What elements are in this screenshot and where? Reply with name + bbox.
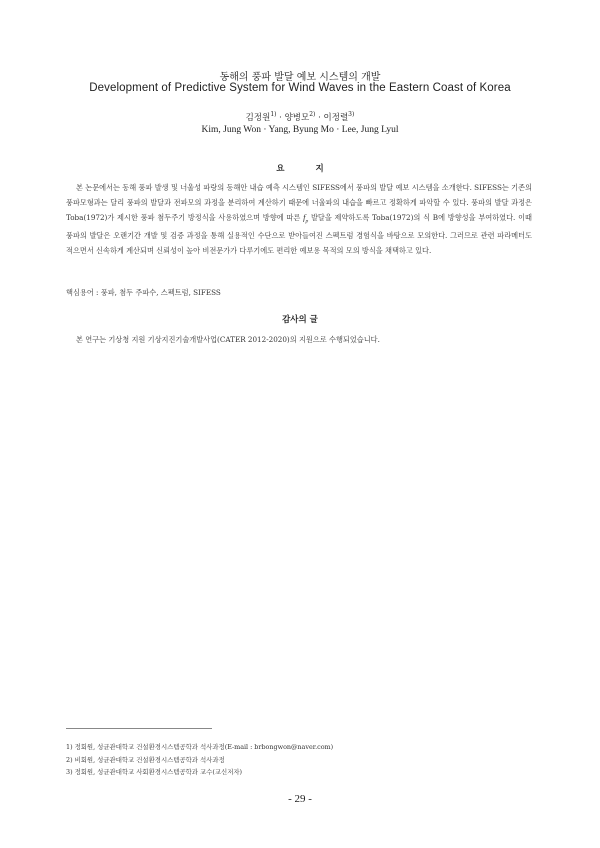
abstract-text-part1: 본 논문에서는 동해 풍파 발생 및 너울성 파랑의 동해안 내습 예측 시스템인 SIFESS에서 풍파의 발달 예보 시스템을 소개한다. SIFESS는 기존의 풍파모형과는 달리 풍파의 발달과 전파모의 과정을 분리하여 계산하기 때문에 너울파의 내습을 빠르고 정확하게 파악할 수 있다. 풍파의 발달 과정은 Toba(1972)가 제시한 풍파 첨두주기 방정식을 사용하였으며 방향에 따른 <box>66 183 532 223</box>
peak-frequency-letter: f <box>303 212 306 223</box>
acknowledgement-text: 본 연구는 기상청 지원 기상지진기술개발사업(CATER 2012-2020)의 지원으로 수행되었습니다. <box>76 335 380 344</box>
author-name: 양병모 <box>284 113 310 123</box>
footnote: 3) 정회원, 성균관대학교 사회환경시스템공학과 교수(교신저자) <box>66 768 243 776</box>
keywords: 핵심용어 : 풍파, 첨두 주파수, 스펙트럼, SIFESS <box>66 288 221 297</box>
abstract-body <box>66 181 532 259</box>
author-footnote-mark: 1) <box>270 111 277 119</box>
author-separator: · <box>315 113 324 123</box>
authors-korean <box>0 111 600 123</box>
footnotes <box>66 741 532 779</box>
author-footnote-mark: 3) <box>348 111 355 119</box>
author-footnote-mark: 2) <box>309 111 316 119</box>
footnote-divider <box>66 728 212 729</box>
footnote: 2) 비회원, 성균관대학교 건설환경시스템공학과 석사과정 <box>66 755 225 764</box>
acknowledgement-heading: 감사의 글 <box>282 315 318 325</box>
abstract-text-part2: 발달을 제약하도록 Toba(1972)의 식 B에 방향성을 부여하였다. 이때 풍파의 발달은 오랜기간 개발 및 검증 과정을 통해 실용적인 수단으로 받아들여진 스펙트럼 경험식을 바탕으로 모의한다. 그러므로 관련 파라메터도 적으면서 신속하게 계산되며 신뢰성이 높아 비전문가가 다루기에도 편리한 예보용 목적의 모의 방식을 채택하고 있다. <box>66 213 532 256</box>
author-name: 이정렬 <box>323 113 349 123</box>
author-separator: · <box>276 113 285 123</box>
footnote: 1) 정회원, 성균관대학교 건설환경시스템공학과 석사과정(E-mail : brbongwon@naver.com) <box>66 743 334 751</box>
peak-frequency-subscript: p <box>305 218 309 225</box>
title-english: Development of Predictive System for Wind Waves in the Eastern Coast of Korea <box>89 82 511 94</box>
title-korean: 동해의 풍파 발달 예보 시스템의 개발 <box>219 72 381 83</box>
abstract-heading: 요 지 <box>276 164 338 174</box>
authors-english: Kim, Jung Won · Yang, Byung Mo · Lee, Jung Lyul <box>201 125 399 135</box>
author-name: 김정원 <box>245 113 271 123</box>
page-number: - 29 - <box>288 793 312 805</box>
